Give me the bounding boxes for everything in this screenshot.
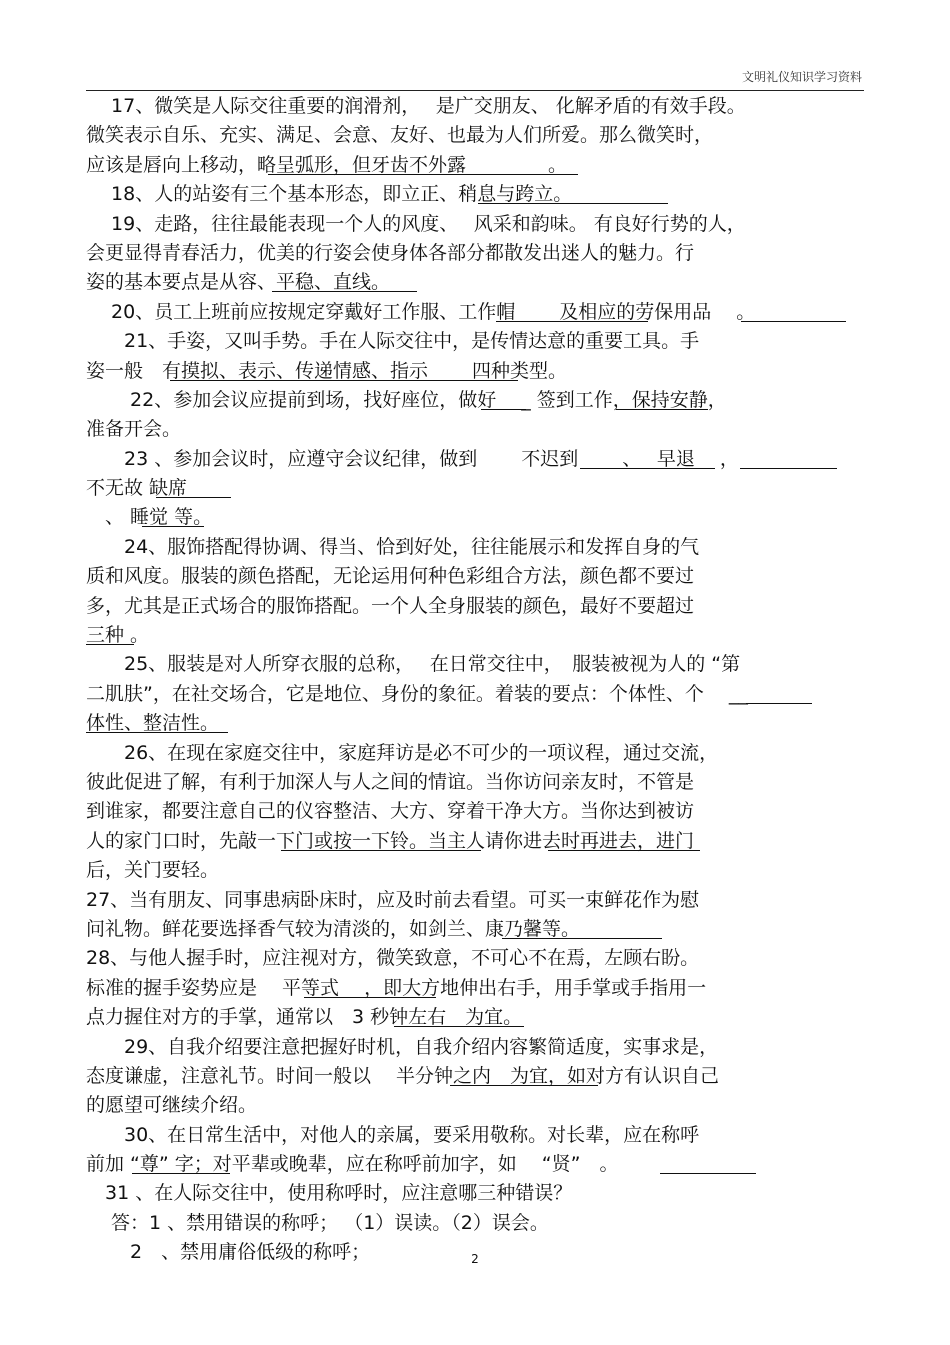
text-line: 24、服饰搭配得协调、得当、恰到好处，往往能展示和发挥自身的气 xyxy=(86,535,700,558)
text-line: 25、服装是对人所穿衣服的总称， 在日常交往中， 服装被视为人的 “第 xyxy=(86,653,741,676)
text-line: 19、走路，往往最能表现一个人的风度、 风采和韵味。 有良好行势的人， xyxy=(86,212,746,235)
answer-underline xyxy=(740,445,837,469)
answer-underline xyxy=(481,386,526,410)
text-line: 姿一般 有摸拟、表示、传递情感、指示 四种类型。 xyxy=(86,357,866,386)
answer-underline xyxy=(281,827,481,851)
text-line: 彼此促进了解，有利于加深人与人之间的情谊。当你访问亲友时，不管是 xyxy=(86,770,695,793)
answer-underline xyxy=(548,827,700,851)
answer-underline xyxy=(142,503,204,527)
text-line: 不无故 缺席 xyxy=(86,474,866,503)
answer-underline xyxy=(450,1062,598,1086)
text-line: 微笑表示自乐、充实、满足、会意、友好、也最为人们所爱。那么微笑时， xyxy=(86,124,714,147)
answer-underline xyxy=(268,151,578,175)
text-line: 二肌肤”，在社交场合，它是地位、身份的象征。着装的要点：个体性、个 __ xyxy=(86,680,866,709)
answer-underline xyxy=(86,621,134,645)
answer-underline xyxy=(272,268,417,292)
answer-underline xyxy=(478,180,668,204)
text-line: 17、微笑是人际交往重要的润滑剂， 是广交朋友、 化解矛盾的有效手段。 xyxy=(86,95,746,117)
text-line: 29、自我介绍要注意把握好时机，自我介绍内容繁简适度，实事求是， xyxy=(86,1035,719,1058)
answer-underline xyxy=(502,915,662,939)
text-line: 的愿望可继续介绍。 xyxy=(86,1094,258,1117)
answer-underline xyxy=(746,680,812,704)
text-line: 21、手姿，又叫手势。手在人际交往中，是传情达意的重要工具。手 xyxy=(86,330,700,353)
text-line: 2 、禁用庸俗低级的称呼； xyxy=(86,1241,371,1264)
text-line: 答：1 、禁用错误的称呼； （1）误读。（2）误会。 xyxy=(86,1211,549,1234)
page-header: 文明礼仪知识学习资料 xyxy=(741,70,862,84)
text-line: 31 、在人际交往中，使用称呼时，应注意哪三种错误？ xyxy=(86,1182,573,1205)
text-line: 体性、整洁性。 xyxy=(86,709,866,738)
text-line: 到谁家，都要注意自己的仪容整洁、大方、穿着干净大方。当你达到被访 xyxy=(86,800,695,823)
text-line: 前加 “尊” 字；对平辈或晚辈，应在称呼前加字，如 “贤” 。 xyxy=(86,1150,866,1179)
text-line: 三种 。 xyxy=(86,621,866,650)
text-line: 多，尤其是正式场合的服饰搭配。一个人全身服装的颜色，最好不要超过 xyxy=(86,594,695,617)
text-line: 27、当有朋友、同事患病卧床时，应及时前去看望。可买一束鲜花作为慰 xyxy=(86,888,700,911)
text-line: 问礼物。鲜花要选择香气较为清淡的，如剑兰、康乃馨等。 xyxy=(86,915,866,944)
text-line: 23 、参加会议时，应遵守会议纪律，做到 不迟到 、 早退 ， xyxy=(86,445,866,474)
text-line: 30、在日常生活中，对他人的亲属，要采用敬称。对长辈，应在称呼 xyxy=(86,1123,700,1146)
text-line: 应该是唇向上移动，略呈弧形，但牙齿不外露 。 xyxy=(86,151,866,180)
text-line: 质和风度。服装的颜色搭配，无论运用何种色彩组合方法，颜色都不要过 xyxy=(86,565,695,588)
text-line: 标准的握手姿势应是 平等式 ，即大方地伸出右手，用手掌或手指用一 xyxy=(86,974,866,1003)
answer-underline xyxy=(580,445,715,469)
text-line: 26、在现在家庭交往中，家庭拜访是必不可少的一项议程，通过交流， xyxy=(86,741,719,764)
answer-underline xyxy=(496,298,648,322)
text-line: 态度谦虚，注意礼节。时间一般以 半分钟之内 为宜，如对方有认识自己 xyxy=(86,1062,866,1091)
answer-underline xyxy=(170,357,518,381)
answer-underline xyxy=(132,1150,230,1174)
header-rule xyxy=(86,90,864,91)
text-line: 姿的基本要点是从容、平稳、直线。 xyxy=(86,268,866,297)
text-line: 28、与他人握手时，应注视对方，微笑致意，不可心不在焉，左顾右盼。 xyxy=(86,947,700,970)
text-line: 会更显得青春活力，优美的行姿会使身体各部分都散发出迷人的魅力。行 xyxy=(86,241,695,264)
text-line: 18、人的站姿有三个基本形态，即立正、稍息与跨立。 xyxy=(86,180,866,209)
answer-underline xyxy=(156,474,231,498)
text-line: 22、参加会议应提前到场，找好座位，做好 _ 签到工作，保持安静， xyxy=(86,386,866,415)
text-line: 准备开会。 xyxy=(86,418,182,441)
answer-underline xyxy=(616,386,708,410)
text-line: 、 睡觉 等。 xyxy=(86,503,866,532)
document-body xyxy=(86,92,866,1268)
text-line: 人的家门口时，先敲一下门或按一下铃。当主人请你进去时再进去，进门 xyxy=(86,827,866,856)
answer-underline xyxy=(394,1003,524,1027)
text-line: 20、员工上班前应按规定穿戴好工作服、工作帽 及相应的劳保用品 。 xyxy=(86,298,866,327)
answer-underline xyxy=(741,298,846,322)
text-line: 点力握住对方的手掌，通常以 3 秒钟左右 为宜。 xyxy=(86,1003,866,1032)
answer-underline xyxy=(304,974,436,998)
answer-underline xyxy=(660,1150,756,1174)
answer-underline xyxy=(86,709,228,733)
text-line: 后，关门要轻。 xyxy=(86,859,220,882)
page-number: 2 xyxy=(471,1252,479,1266)
